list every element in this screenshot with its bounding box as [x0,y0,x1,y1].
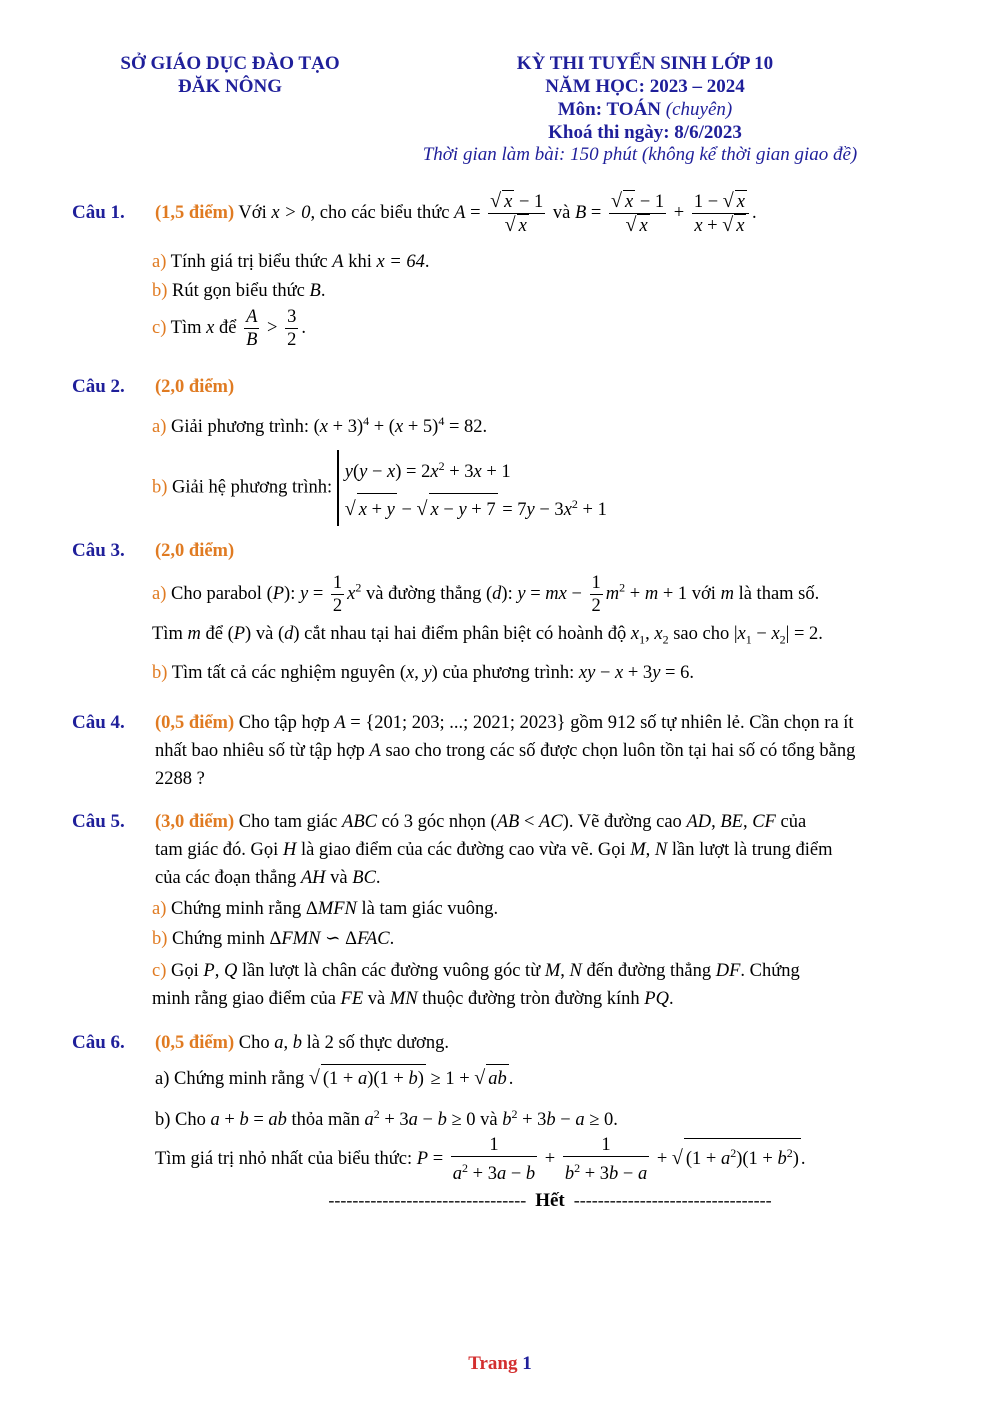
q6-c: Tìm giá trị nhỏ nhất của biểu thức: P = $\frac{1}{a^2 + 3a - b}$ + $\frac{1}{b^2 + 3b - a}$ + √ $(1 + a^2)(1 + b^2)$ . [155,1135,806,1185]
q6-b: b) Cho a + b = ab thỏa mãn $a^2 + 3a - b \ge 0$ và $b^2 + 3b - a \ge 0$. [155,1107,618,1131]
school-year: NĂM HỌC: 2023 – 2024 [545,76,745,97]
page-footer: Trang 1 [468,1353,532,1374]
formula-a: $\frac{√ x - 1}{√ x}$ [490,190,544,236]
exam-date: Khoá thi ngày: 8/6/2023 [548,122,742,143]
q3-b: b) Tìm tất cả các nghiệm nguyên (x, y) của phương trình: xy − x + 3y = 6. [152,663,694,683]
q1-label: Câu 1. [72,202,125,223]
q1-c: c) Tìm x để $\frac{A}{B}$ > $\frac{3}{2}$ . [152,307,306,350]
q1-b: b) Rút gọn biểu thức B. [152,281,326,301]
time-note: Thời gian làm bài: 150 phút (không kể thời gian giao đề) [422,144,858,165]
header-left [60,52,400,98]
q1-a: a) Tính giá trị biểu thức A khi x = 64. [152,252,430,272]
formula-b1: $\frac{√ x - 1}{√ x}$ [610,190,665,236]
q6-label: Câu 6. [72,1032,125,1053]
q3-a: a) Cho parabol (P): y = $\frac{1}{2}$ $x^2$ và đường thẳng (d): y = mx − $\frac{1}{2}$ $m^2 + m + 1$ với m là tham số. [152,573,820,616]
q2-a: a) Giải phương trình: $(x + 3)^4 + (x + 5)^4 = 82$. [152,414,488,438]
exam-title: KỲ THI TUYỂN SINH LỚP 10 [516,53,774,74]
q2-label: Câu 2. [72,376,125,397]
q5-label: Câu 5. [72,811,125,832]
q6-a: a) Chứng minh rằng √ (1 + a)(1 + b) ≥ 1 + √ ab . [155,1064,513,1093]
q5-a: a) Chứng minh rằng ΔMFN là tam giác vuông. [152,899,499,919]
department-name: SỞ GIÁO DỤC ĐÀO TẠO [120,53,340,74]
q2-b: b) Giải hệ phương trình: $y(y - x) = 2x^2 + 3x + 1$ √ x + y − √ $x - y + 7 = 7y - 3x^2 + 1$ [152,450,607,526]
q3-a2: Tìm m để (P) và (d) cắt nhau tại hai điểm phân biệt có hoành độ $x_1$, $x_2$ sao cho $|x_1 - x_2| = 2$. [152,624,823,647]
subject: Môn: TOÁN (chuyên) [557,99,733,120]
q4-label: Câu 4. [72,712,125,733]
page-number: 1 [522,1353,532,1374]
q5-c: c) Gọi P, Q lần lượt là chân các đường vuông góc từ M, N đến đường thẳng DF. Chứng minh rằng giao điểm của FE và MN thuộc đường tròn đường kính PQ. [152,961,800,1009]
province-name: ĐĂK NÔNG [178,76,282,97]
equation-system: $y(y - x) = 2x^2 + 3x + 1$ √ x + y − √ $x - y + 7 = 7y - 3x^2 + 1$ [337,450,607,526]
formula-b2: $\frac{1 - √ x}{x + √ x}$ [692,190,749,237]
q3-points: (2,0 điểm) [155,541,235,561]
q5-b: b) Chứng minh ΔFMN ∽ ΔFAC. [152,929,395,949]
q5-body: (3,0 điểm) Cho tam giác ABC có 3 góc nhọn (AB < AC). Vẽ đường cao AD, BE, CF của tam giác đó. Gọi H là giao điểm của các đường cao vừa vẽ. Gọi M, N lần lượt là trung điểm của các đoạn thẳng AH và BC. [155,812,833,888]
q3-label: Câu 3. [72,540,125,561]
end-marker: --------------------------------- Hết --------------------------------- [328,1190,772,1211]
header-right [430,52,860,144]
q4-body: (0,5 điểm) Cho tập hợp A = {201; 203; ...; 2021; 2023} gồm 912 số tự nhiên lẻ. Cần chọn ra ít nhất bao nhiêu số từ tập hợp A sao cho trong các số được chọn luôn tồn tại hai số có tổng bằng 2288 ? [155,713,856,789]
q2-points: (2,0 điểm) [155,377,235,397]
q6-intro: (0,5 điểm) Cho a, b là 2 số thực dương. [155,1033,449,1053]
q1-intro: (1,5 điểm) Với x > 0, cho các biểu thức A = $\frac{√ x - 1}{√ x}$ và B = $\frac{√ x - 1}{√ x}$ + $\frac{1 - √ x}{x + √ x}$ . [155,190,757,236]
